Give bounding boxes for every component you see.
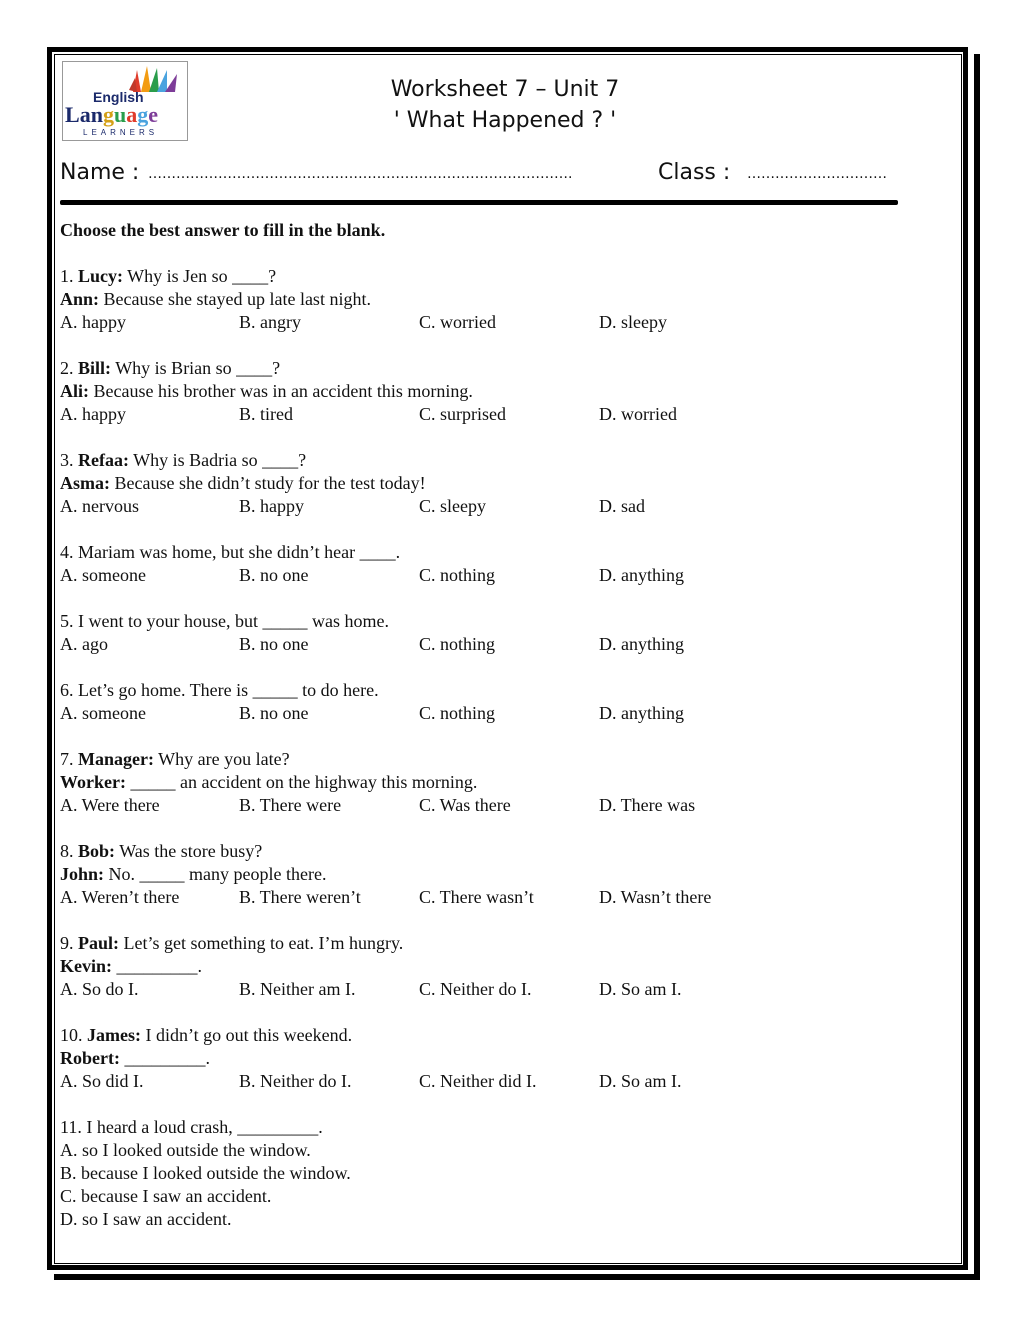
- question-number: 9.: [60, 933, 74, 953]
- question-number: 4.: [60, 542, 74, 562]
- answer-options: [60, 702, 940, 725]
- question-stem: [60, 679, 940, 702]
- answer-option[interactable]: B. There weren’t: [239, 887, 361, 907]
- speaker-name: Ali:: [60, 381, 89, 401]
- question-8: [60, 840, 940, 909]
- question-response: [60, 863, 940, 886]
- question-5: [60, 610, 940, 656]
- english-language-learners-logo: [62, 61, 188, 141]
- question-number: 8.: [60, 841, 74, 861]
- question-response: [60, 472, 940, 495]
- question-4: [60, 541, 940, 587]
- dialogue-text: Let’s go home. There is _____ to do here.: [78, 680, 379, 700]
- speaker-name: Bill:: [78, 358, 112, 378]
- answer-option[interactable]: A. ago: [60, 634, 108, 654]
- answer-option[interactable]: B. happy: [239, 496, 304, 516]
- speaker-name: Kevin:: [60, 956, 112, 976]
- answer-option[interactable]: D. sad: [599, 496, 645, 516]
- dialogue-text: Because his brother was in an accident this morning.: [89, 381, 473, 401]
- question-7: [60, 748, 940, 817]
- question-1: [60, 265, 940, 334]
- answer-option[interactable]: D. Wasn’t there: [599, 887, 712, 907]
- answer-options: [60, 1070, 940, 1093]
- answer-option[interactable]: B. There were: [239, 795, 342, 815]
- question-number: 7.: [60, 749, 74, 769]
- answer-option[interactable]: C. nothing: [419, 565, 496, 585]
- answer-option[interactable]: B. no one: [239, 703, 309, 723]
- name-blank[interactable]: ……………………………………………………………………………….: [148, 166, 573, 182]
- dialogue-text: _________.: [112, 956, 202, 976]
- speaker-name: Refaa:: [78, 450, 129, 470]
- dialogue-text: Because she stayed up late last night.: [99, 289, 371, 309]
- question-stem: [60, 265, 940, 288]
- answer-options: [60, 403, 940, 426]
- question-stem: [60, 932, 940, 955]
- question-response: [60, 955, 940, 978]
- speaker-name: Asma:: [60, 473, 110, 493]
- answer-option[interactable]: C. Neither did I.: [419, 1071, 537, 1091]
- speaker-name: Bob:: [78, 841, 116, 861]
- dialogue-text: _____ an accident on the highway this morning.: [125, 772, 478, 792]
- question-response: [60, 771, 940, 794]
- answer-option[interactable]: A. So did I.: [60, 1071, 144, 1091]
- answer-option[interactable]: D. So am I.: [599, 1071, 682, 1091]
- speaker-name: John:: [60, 864, 105, 884]
- question-number: 3.: [60, 450, 74, 470]
- question-number: 6.: [60, 680, 74, 700]
- dialogue-text: Why is Brian so ____?: [111, 358, 281, 378]
- question-stem: [60, 1024, 940, 1047]
- answer-option[interactable]: B. because I looked outside the window.: [60, 1163, 351, 1183]
- answer-option[interactable]: C. Was there: [419, 795, 511, 815]
- question-9: [60, 932, 940, 1001]
- question-10: [60, 1024, 940, 1093]
- question-stem: [60, 357, 940, 380]
- worksheet-title: Worksheet 7 – Unit 7: [390, 77, 620, 102]
- question-stem: [60, 840, 940, 863]
- speaker-name: Worker:: [60, 772, 126, 792]
- question-list: [60, 265, 940, 1093]
- dialogue-text: I didn’t go out this weekend.: [140, 1025, 353, 1045]
- question-11: [60, 1116, 940, 1231]
- answer-option[interactable]: B. Neither do I.: [239, 1071, 352, 1091]
- answer-option[interactable]: B. tired: [239, 404, 293, 424]
- answer-option[interactable]: D. So am I.: [599, 979, 682, 999]
- class-label: Class :: [658, 160, 731, 185]
- answer-option[interactable]: A. happy: [60, 404, 126, 424]
- answer-option[interactable]: C. Neither do I.: [419, 979, 532, 999]
- dialogue-text: I went to your house, but _____ was home.: [78, 611, 389, 631]
- class-blank[interactable]: …………………………: [747, 166, 887, 182]
- answer-options: [60, 311, 940, 334]
- answer-options: [60, 564, 940, 587]
- answer-option[interactable]: B. Neither am I.: [239, 979, 356, 999]
- dialogue-text: No. _____ many people there.: [104, 864, 327, 884]
- question-stem: 11. I heard a loud crash, _________.: [60, 1117, 323, 1137]
- question-stem: [60, 541, 940, 564]
- dialogue-text: _________.: [119, 1048, 210, 1068]
- answer-option[interactable]: C. surprised: [419, 404, 506, 424]
- answer-option[interactable]: C. nothing: [419, 634, 496, 654]
- question-response: [60, 380, 940, 403]
- answer-option[interactable]: D. anything: [599, 565, 684, 585]
- answer-option[interactable]: A. someone: [60, 703, 146, 723]
- question-2: [60, 357, 940, 426]
- question-3: [60, 449, 940, 518]
- logo-text-english: English: [93, 89, 144, 105]
- answer-option[interactable]: C. worried: [419, 312, 496, 332]
- question-number: 10.: [60, 1025, 83, 1045]
- speaker-name: Ann:: [60, 289, 100, 309]
- answer-options: [60, 794, 940, 817]
- answer-option[interactable]: A. So do I.: [60, 979, 139, 999]
- answer-options: [60, 978, 940, 1001]
- answer-option[interactable]: D. so I saw an accident.: [60, 1209, 232, 1229]
- answer-option[interactable]: D. anything: [599, 634, 684, 654]
- worksheet-subtitle: ' What Happened ? ': [393, 108, 617, 133]
- answer-option[interactable]: A. Weren’t there: [60, 887, 180, 907]
- answer-options: [60, 886, 940, 909]
- answer-option[interactable]: D. There was: [599, 795, 696, 815]
- question-number: 2.: [60, 358, 74, 378]
- answer-options: [60, 495, 940, 518]
- header-divider: [60, 200, 898, 205]
- speaker-name: James:: [87, 1025, 141, 1045]
- answer-option[interactable]: A. someone: [60, 565, 146, 585]
- answer-option[interactable]: B. no one: [239, 565, 309, 585]
- dialogue-text: Because she didn’t study for the test today!: [110, 473, 426, 493]
- answer-option[interactable]: D. worried: [599, 404, 677, 424]
- dialogue-text: Was the store busy?: [115, 841, 263, 861]
- answer-option[interactable]: A. Were there: [60, 795, 160, 815]
- logo-text-language: Language: [65, 102, 158, 127]
- question-response: [60, 288, 940, 311]
- question-stem: [60, 748, 940, 771]
- dialogue-text: Why are you late?: [153, 749, 290, 769]
- answer-option[interactable]: C. sleepy: [419, 496, 486, 516]
- answer-option[interactable]: C. There wasn’t: [419, 887, 534, 907]
- answer-option[interactable]: A. happy: [60, 312, 126, 332]
- speaker-name: Manager:: [78, 749, 154, 769]
- question-number: 1.: [60, 266, 74, 286]
- answer-option[interactable]: D. anything: [599, 703, 684, 723]
- question-response: [60, 1047, 940, 1070]
- answer-option[interactable]: B. angry: [239, 312, 301, 332]
- speaker-name: Paul:: [78, 933, 120, 953]
- question-number: 5.: [60, 611, 74, 631]
- answer-option[interactable]: D. sleepy: [599, 312, 667, 332]
- speaker-name: Lucy:: [78, 266, 123, 286]
- question-stem: [60, 610, 940, 633]
- question-6: [60, 679, 940, 725]
- dialogue-text: Mariam was home, but she didn’t hear ____.: [78, 542, 401, 562]
- answer-options: [60, 633, 940, 656]
- dialogue-text: Let’s get something to eat. I’m hungry.: [119, 933, 404, 953]
- answer-option[interactable]: C. nothing: [419, 703, 496, 723]
- worksheet-content: [60, 219, 940, 1254]
- speaker-name: Robert:: [60, 1048, 120, 1068]
- answer-option[interactable]: B. no one: [239, 634, 309, 654]
- question-stem: [60, 449, 940, 472]
- logo-text-learners: LEARNERS: [83, 128, 159, 137]
- dialogue-text: Why is Jen so ____?: [123, 266, 277, 286]
- answer-option[interactable]: C. because I saw an accident.: [60, 1186, 272, 1206]
- answer-option[interactable]: A. nervous: [60, 496, 139, 516]
- answer-option[interactable]: A. so I looked outside the window.: [60, 1140, 311, 1160]
- name-label: Name :: [60, 160, 140, 185]
- dialogue-text: Why is Badria so ____?: [128, 450, 307, 470]
- instructions: Choose the best answer to fill in the blank.: [60, 220, 386, 240]
